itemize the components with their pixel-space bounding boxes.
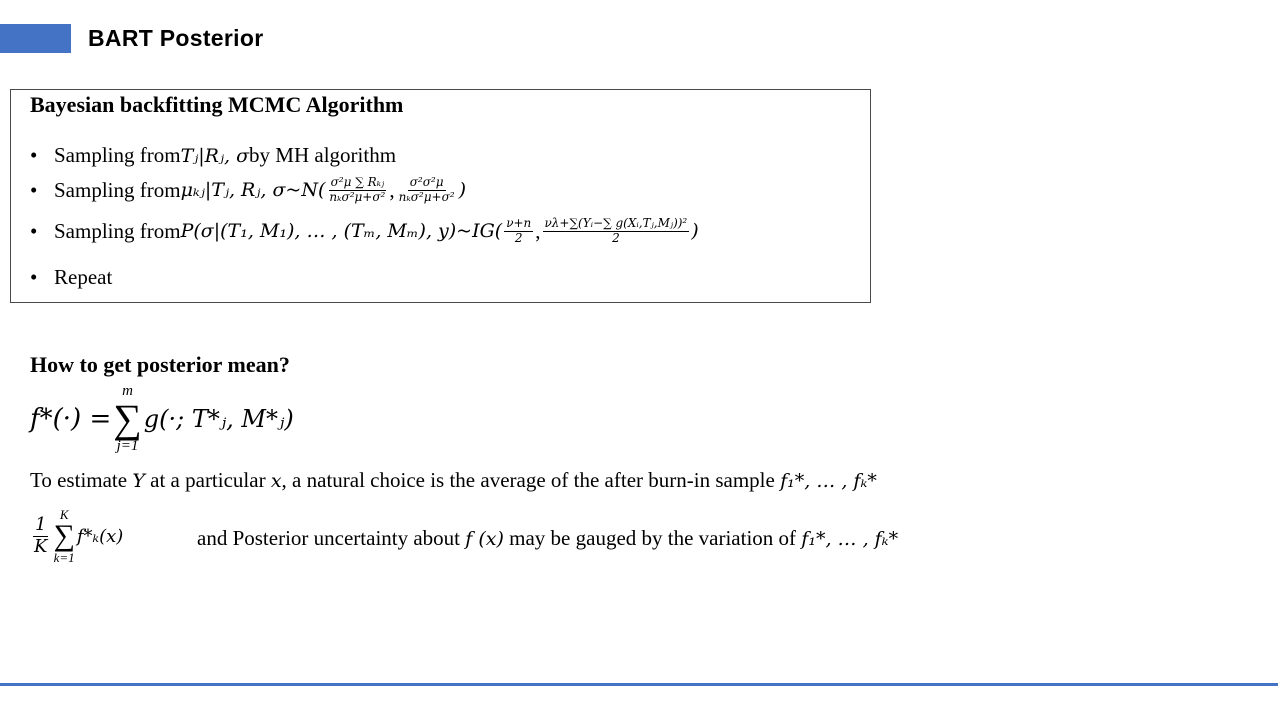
mu-mean-fraction [327, 176, 387, 205]
uncertainty-text: may be gauged by the variation of [503, 526, 802, 550]
ig-shape-fraction [504, 217, 533, 246]
title-accent-bar [0, 24, 71, 53]
bullet-math: μₖⱼ|Tⱼ, Rⱼ, σ~N( [180, 179, 326, 202]
one-over-k-fraction [32, 515, 49, 557]
average-term: f*ₖ(x) [76, 525, 124, 547]
slide-title: BART Posterior [88, 25, 264, 51]
variable-y: Y [132, 470, 145, 492]
fraction-numerator: σ²μ ∑ Rₖⱼ [330, 175, 385, 189]
estimate-text: , a natural choice is the average of the after burn-in sample [281, 468, 781, 492]
bullet-math: Tⱼ|Rⱼ, σ [180, 144, 250, 167]
sum-operator [113, 384, 142, 454]
bullet-prefix: Repeat [54, 265, 113, 289]
bullet-dot: • [30, 218, 38, 243]
bullet-mu-sampling: • Sampling from μₖⱼ|Tⱼ, Rⱼ, σ~N( $\frac{\text{σ²μ ∑ Rₖⱼ}}{\text{nₖσ²μ+σ²}}$ , $\frac{\text{σ²σ²μ}}{\text{nₖσ²μ+σ²}}$ ) [30, 175, 466, 204]
uncertainty-text: and Posterior uncertainty about [197, 526, 466, 550]
estimate-sentence [30, 468, 877, 493]
fraction-numerator: 1 [35, 513, 47, 535]
sample-list: f₁*, … , fₖ* [780, 470, 877, 492]
bullet-dot: • [30, 177, 38, 202]
formula-lhs: f*(·) = [30, 404, 112, 434]
bullet-prefix: Sampling from [54, 177, 181, 202]
posterior-sum-formula [30, 384, 294, 454]
fraction-denominator: 2 [514, 230, 523, 245]
estimate-text: To estimate [30, 468, 133, 492]
fraction-denominator: nₖσ²μ+σ² [329, 189, 386, 204]
posterior-average-formula [30, 508, 123, 564]
function-fx: f (x) [465, 528, 504, 550]
bullet-sigma-sampling: • Sampling from P(σ|(T₁, M₁), … , (Tₘ, Mₘ), y)~IG( $\frac{\nu+n}{2}$ , $\frac{\text{νλ+∑(Yᵢ−∑ g(Xᵢ,Tⱼ,Mⱼ))²}}{2}$ ) [30, 216, 699, 245]
fraction-denominator: K [34, 535, 48, 557]
bullet-prefix: Sampling from [54, 143, 181, 167]
algorithm-heading: Bayesian backfitting MCMC Algorithm [30, 92, 404, 117]
formula-rhs: g(·; T*ⱼ, M*ⱼ) [143, 405, 294, 433]
uncertainty-sentence [197, 526, 898, 551]
close-paren: ) [458, 179, 466, 202]
fraction-numerator: νλ+∑(Yᵢ−∑ g(Xᵢ,Tⱼ,Mⱼ))² [544, 216, 688, 230]
fraction-numerator: σ²σ²μ [409, 175, 444, 189]
bullet-repeat [30, 265, 112, 290]
sample-list: f₁*, … , fₖ* [801, 528, 899, 550]
sigma-symbol: ∑ [53, 519, 75, 552]
bullet-prefix: Sampling from [54, 218, 181, 243]
sum-upper-limit: m [122, 383, 133, 399]
variable-x: x [270, 470, 282, 492]
bullet-dot: • [30, 265, 38, 289]
sum-lower-limit: k=1 [53, 550, 75, 565]
estimate-text: at a particular [144, 468, 271, 492]
bullet-math: P(σ|(T₁, M₁), … , (Tₘ, Mₘ), y)~IG( [180, 220, 503, 243]
posterior-mean-heading: How to get posterior mean? [30, 352, 290, 377]
mu-variance-fraction [397, 176, 457, 205]
bullet-mh-sampling [30, 143, 396, 168]
fraction-denominator: 2 [612, 230, 620, 245]
bullet-dot: • [30, 143, 38, 167]
sigma-symbol: ∑ [113, 396, 142, 441]
ig-scale-fraction [543, 217, 690, 246]
sum-lower-limit: j=1 [116, 438, 139, 454]
sum-operator [53, 508, 74, 564]
fraction-denominator: nₖσ²μ+σ² [398, 189, 455, 204]
fraction-numerator: ν+n [506, 216, 532, 230]
close-paren: ) [691, 220, 699, 243]
bullet-suffix: by MH algorithm [249, 143, 397, 167]
algorithm-box [10, 89, 871, 303]
sum-upper-limit: K [59, 507, 69, 522]
footer-divider [0, 683, 1278, 686]
